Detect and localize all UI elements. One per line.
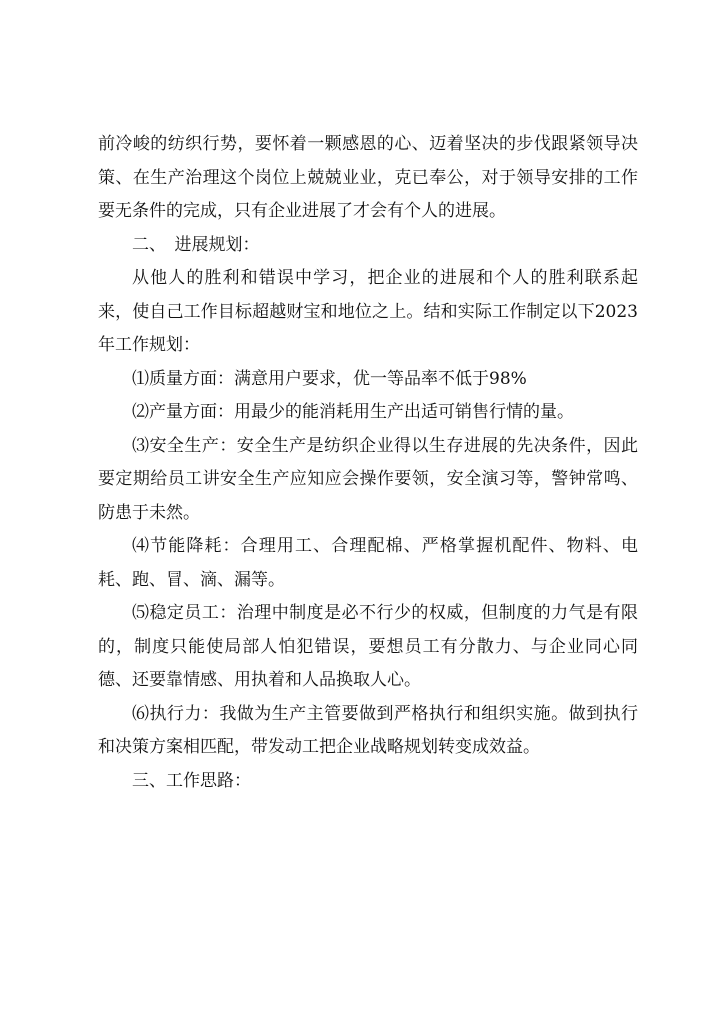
list-item-staff: ⑸稳定员工：治理中制度是必不行少的权威，但制度的力气是有限的，制度只能使局部人怕犯错误，要想员工有分散力、与企业同心同德、还要靠情感、用执着和人品换取人心。 [98, 603, 638, 690]
paragraph-continuation: 前冷峻的纺织行势，要怀着一颗感恩的心、迈着坚决的步伐跟紧领导决策、在生产治理这个岗位上兢兢业业，克已奉公，对于领导安排的工作要无条件的完成，只有企业进展了才会有个人的进展。 [98, 134, 638, 221]
list-item-energy: ⑷节能降耗：合理用工、合理配棉、严格掌握机配件、物料、电耗、跑、冒、滴、漏等。 [98, 536, 638, 590]
section-2-heading: 二、 进展规划： [132, 234, 260, 255]
list-item-safety: ⑶安全生产：安全生产是纺织企业得以生存进展的先决条件，因此要定期给员工讲安全生产应知应会操作要领，安全演习等，警钟常鸣、防患于未然。 [98, 435, 638, 523]
section-3-heading: 三、工作思路： [132, 770, 251, 791]
document-body [98, 128, 638, 798]
list-item-quality: ⑴质量方面：满意用户要求，优一等品率不低于98% [132, 368, 527, 389]
section-2-intro: 从他人的胜利和错误中学习，把企业的进展和个人的胜利联系起来，使自己工作目标超越财宝和地位之上。结和实际工作制定以下2023年工作规划： [98, 268, 638, 355]
list-item-output: ⑵产量方面：用最少的能消耗用生产出适可销售行情的量。 [132, 402, 574, 422]
list-item-execution: ⑹执行力：我做为生产主管要做到严格执行和组织实施。做到执行和决策方案相匹配，带发动工把企业战略规划转变成效益。 [98, 703, 638, 757]
